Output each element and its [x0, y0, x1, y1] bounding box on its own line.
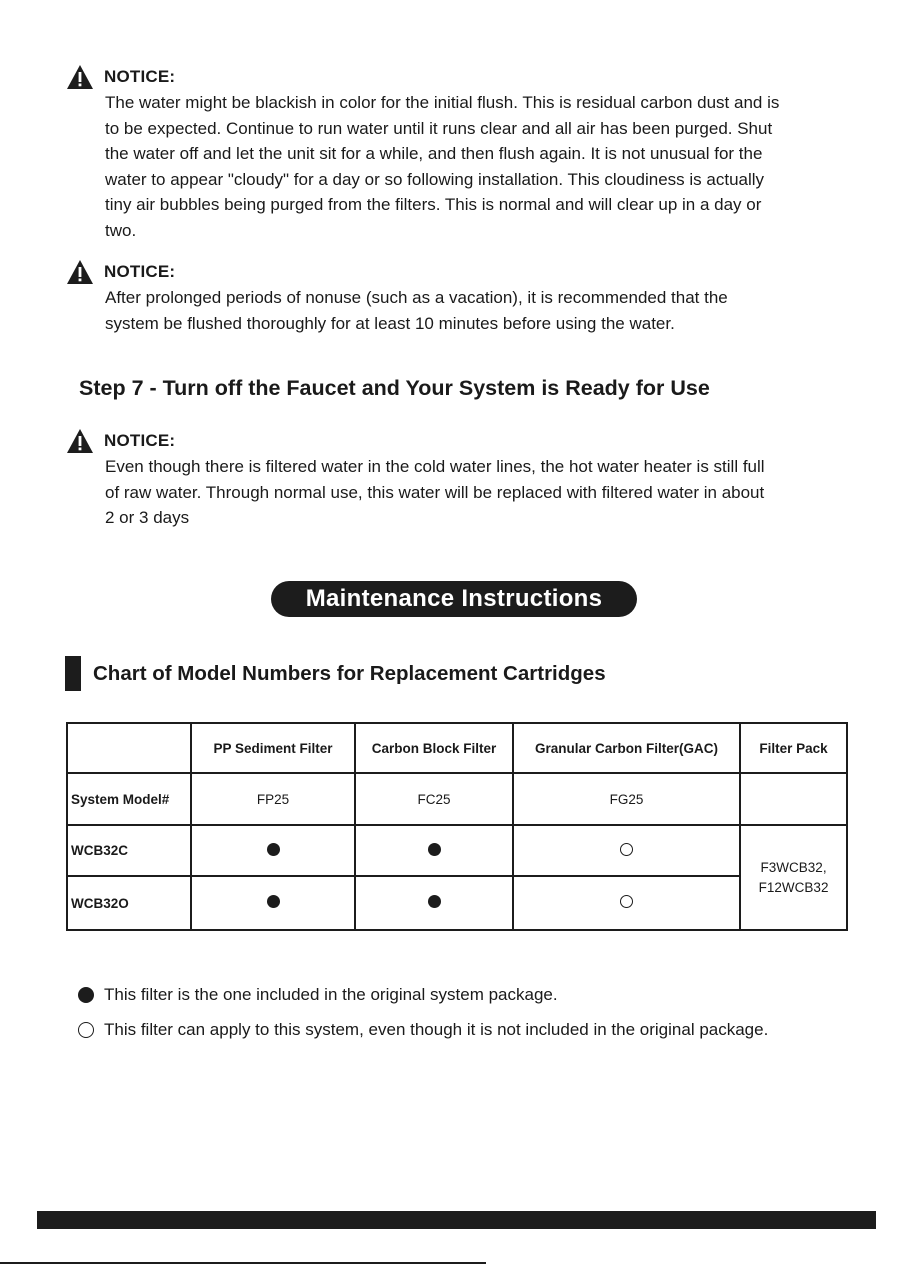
notice-title: NOTICE: [104, 262, 176, 281]
table-cell [355, 825, 513, 876]
notice-title: NOTICE: [104, 431, 176, 450]
heading-marker [65, 656, 81, 691]
table-cell [513, 825, 740, 876]
footer-bar [37, 1211, 876, 1229]
notice-title: NOTICE: [104, 67, 176, 86]
notice-3 [66, 428, 866, 531]
filter-pack-cell: F3WCB32, F12WCB32 [740, 825, 847, 930]
table-cell [191, 825, 356, 876]
row-label: System Model# [67, 773, 191, 825]
row-label: WCB32C [67, 825, 191, 876]
table-row [67, 825, 847, 876]
table-header-cell [67, 723, 191, 773]
legend-open-text: This filter can apply to this system, even though it is not included in the original package. [104, 1020, 769, 1039]
warning-icon [66, 259, 94, 285]
table-cell: FG25 [513, 773, 740, 825]
cartridge-table [66, 722, 848, 931]
filled-circle-icon [428, 895, 441, 908]
legend-open [78, 1020, 768, 1040]
filled-circle-icon [267, 843, 280, 856]
notice-text: The water might be blackish in color for the initial flush. This is residual carbon dust and is to be expected. Continue to run water until it runs clear and all air has been purged. Shut the water off and let the unit sit for a while, and then flush again. It is not unusual for the water to appear "cloudy" for a day or so following installation. This cloudiness is actually tiny air bubbles being purged from the filters. This is normal and will clear up in a day or two. [105, 93, 780, 240]
notice-2 [66, 259, 866, 336]
filled-circle-icon [428, 843, 441, 856]
chart-title: Chart of Model Numbers for Replacement Cartridges [93, 661, 606, 685]
filled-circle-icon [78, 987, 94, 1003]
notice-text: After prolonged periods of nonuse (such as a vacation), it is recommended that the system be flushed thoroughly for at least 10 minutes before using the water. [105, 288, 728, 333]
table-row [67, 876, 847, 930]
table-cell [513, 876, 740, 930]
filled-circle-icon [267, 895, 280, 908]
table-cell [355, 876, 513, 930]
warning-icon [66, 428, 94, 454]
table-header-row [67, 723, 847, 773]
warning-icon [66, 64, 94, 90]
legend-filled [78, 985, 558, 1005]
table-header-cell: PP Sediment Filter [191, 723, 356, 773]
legend-filled-text: This filter is the one included in the original system package. [104, 985, 558, 1004]
table-cell [740, 773, 847, 825]
table-header-cell: Filter Pack [740, 723, 847, 773]
open-circle-icon [620, 843, 633, 856]
table-header-cell: Granular Carbon Filter(GAC) [513, 723, 740, 773]
table-cell: FP25 [191, 773, 356, 825]
step-7-heading: Step 7 - Turn off the Faucet and Your System is Ready for Use [79, 376, 710, 400]
table-header-cell: Carbon Block Filter [355, 723, 513, 773]
row-label: WCB32O [67, 876, 191, 930]
notice-text: Even though there is filtered water in the cold water lines, the hot water heater is still full of raw water. Through normal use, this water will be replaced with filtered water in about 2 or 3 days [105, 457, 765, 527]
open-circle-icon [620, 895, 633, 908]
maintenance-instructions-banner: Maintenance Instructions [271, 581, 637, 617]
chart-heading [65, 656, 606, 691]
table-cell [191, 876, 356, 930]
table-row [67, 773, 847, 825]
notice-1 [66, 64, 866, 243]
open-circle-icon [78, 1022, 94, 1038]
table-cell: FC25 [355, 773, 513, 825]
